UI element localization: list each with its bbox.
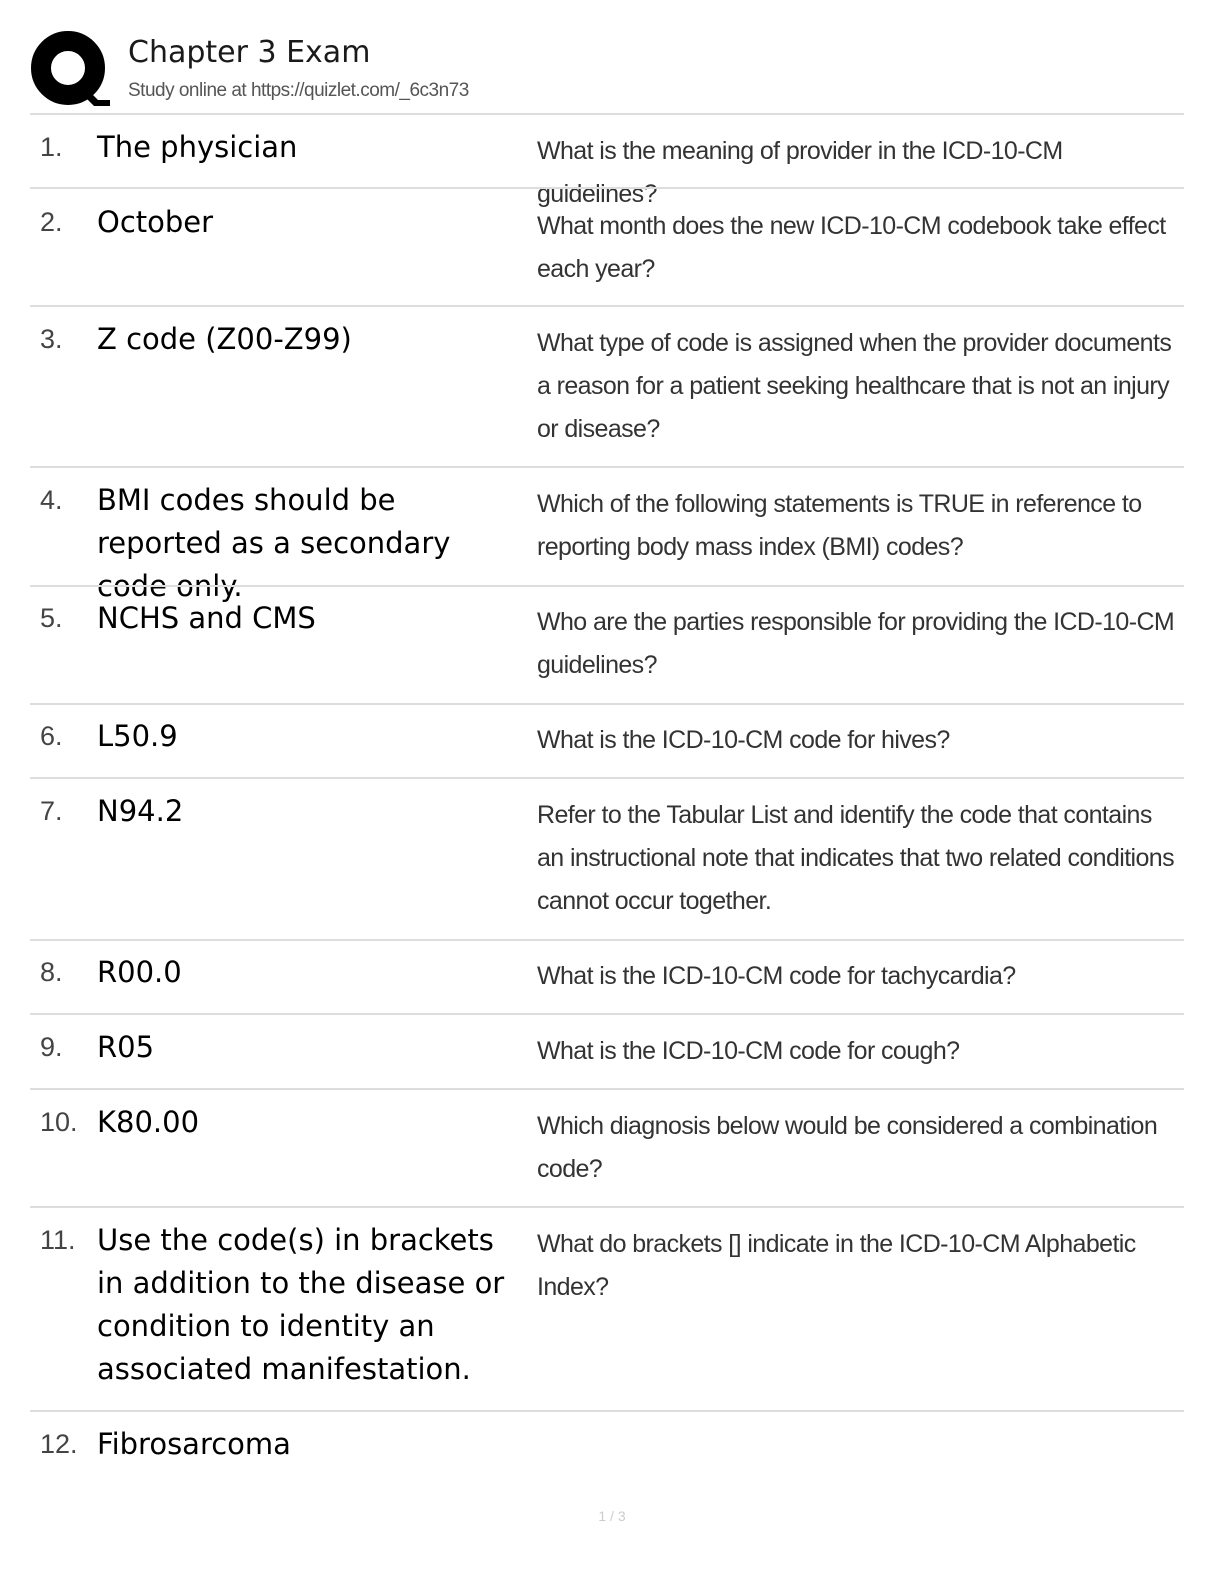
- card-number: 6.: [40, 721, 63, 751]
- card-definition: What is the ICD-10-CM code for tachycardia?: [537, 962, 1016, 990]
- card-term: R05: [97, 1030, 155, 1064]
- divider: [30, 703, 1184, 705]
- card-term: October: [97, 205, 214, 239]
- card-row: [30, 318, 1184, 458]
- card-row: [30, 951, 1184, 1006]
- card-term: BMI codes should be reported as a secondary code only.: [97, 483, 451, 603]
- card-term: L50.9: [97, 719, 178, 753]
- card-term: Z code (Z00-Z99): [97, 322, 352, 356]
- card-term: N94.2: [97, 794, 184, 828]
- divider: [30, 1013, 1184, 1015]
- divider: [30, 585, 1184, 587]
- card-number: 11.: [40, 1225, 76, 1255]
- divider: [30, 1206, 1184, 1208]
- divider: [30, 1410, 1184, 1412]
- divider: [30, 305, 1184, 307]
- card-number: 5.: [40, 603, 63, 633]
- card-row: [30, 1026, 1184, 1081]
- card-term: Fibrosarcoma: [97, 1427, 291, 1461]
- card-number: 4.: [40, 485, 63, 515]
- card-definition: What do brackets [] indicate in the ICD-10-CM Alphabetic Index?: [537, 1230, 1136, 1301]
- divider: [30, 939, 1184, 941]
- divider: [30, 1088, 1184, 1090]
- card-number: 1.: [40, 132, 63, 162]
- divider: [30, 187, 1184, 189]
- card-definition: What is the meaning of provider in the ICD-10-CM guidelines?: [537, 137, 1063, 208]
- card-row: [30, 597, 1184, 697]
- page-number: 1 / 3: [598, 1508, 626, 1524]
- card-number: 8.: [40, 957, 63, 987]
- page-title: Chapter 3 Exam: [128, 35, 371, 70]
- card-row: [30, 1423, 1184, 1478]
- divider: [30, 777, 1184, 779]
- card-term: Use the code(s) in brackets in addition to the disease or condition to identity an associated manifestation.: [97, 1223, 505, 1386]
- card-definition: Who are the parties responsible for providing the ICD-10-CM guidelines?: [537, 608, 1175, 679]
- card-row: [30, 1101, 1184, 1201]
- card-row: [30, 715, 1184, 770]
- page-subtitle: Study online at https://quizlet.com/_6c3n73: [128, 80, 469, 101]
- quizlet-logo-icon: [30, 30, 110, 110]
- card-term: The physician: [97, 130, 298, 164]
- divider: [30, 466, 1184, 468]
- card-definition: Refer to the Tabular List and identify the code that contains an instructional note that indicates that two related conditions cannot occur together.: [537, 801, 1175, 915]
- card-row: [30, 790, 1184, 930]
- card-number: 9.: [40, 1032, 63, 1062]
- card-number: 10.: [40, 1107, 78, 1137]
- card-number: 2.: [40, 207, 63, 237]
- card-number: 7.: [40, 796, 63, 826]
- card-row: [30, 1219, 1184, 1404]
- card-definition: What type of code is assigned when the provider documents a reason for a patient seeking healthcare that is not an injury or disease?: [537, 329, 1172, 443]
- card-term: NCHS and CMS: [97, 601, 316, 635]
- card-term: R00.0: [97, 955, 182, 989]
- card-row: [30, 479, 1184, 603]
- card-term: K80.00: [97, 1105, 200, 1139]
- card-definition: What month does the new ICD-10-CM codebook take effect each year?: [537, 212, 1166, 283]
- divider: [30, 113, 1184, 115]
- card-number: 12.: [40, 1429, 78, 1459]
- card-number: 3.: [40, 324, 63, 354]
- card-definition: What is the ICD-10-CM code for cough?: [537, 1037, 960, 1065]
- card-row: [30, 201, 1184, 301]
- card-row: [30, 126, 1184, 208]
- card-definition: What is the ICD-10-CM code for hives?: [537, 726, 950, 754]
- card-definition: Which diagnosis below would be considered a combination code?: [537, 1112, 1158, 1183]
- card-definition: Which of the following statements is TRUE in reference to reporting body mass index (BMI) codes?: [537, 490, 1142, 561]
